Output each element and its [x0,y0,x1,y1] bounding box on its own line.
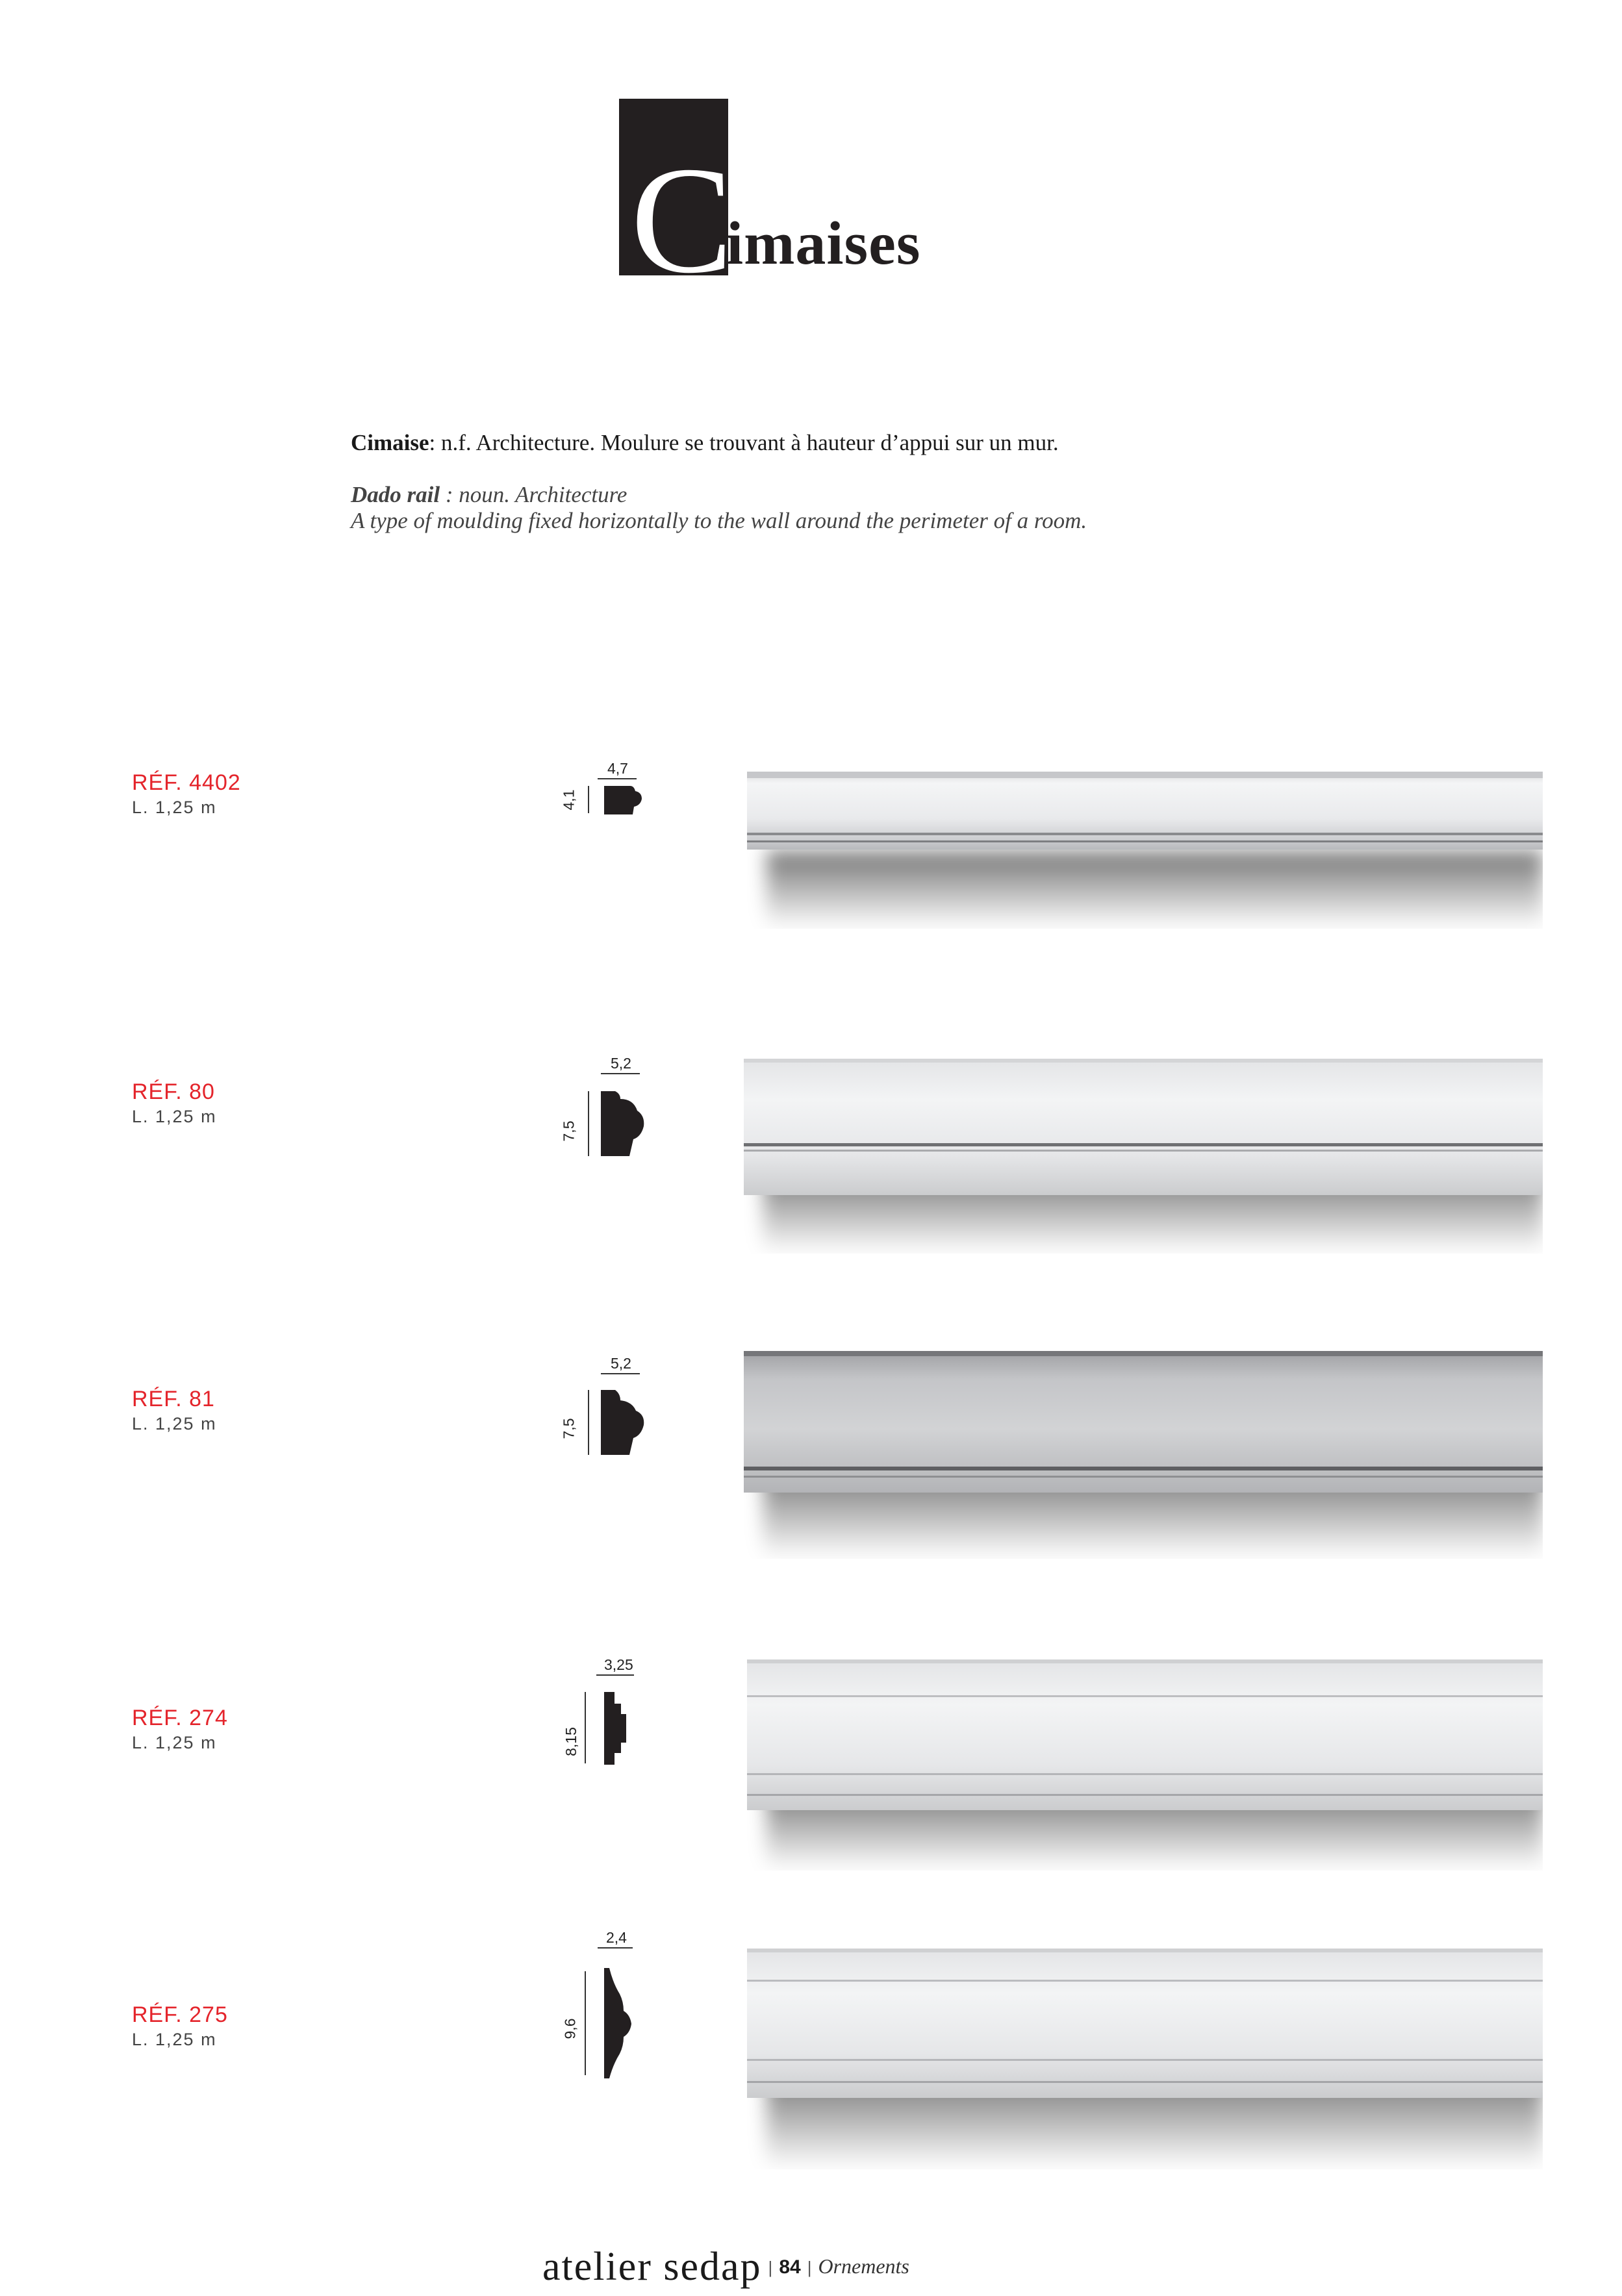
brand-name: atelier sedap [542,2245,762,2289]
moulding-photo [747,1929,1543,2169]
profile-height-label: 8,15 [562,1727,579,1756]
moulding-photo [747,760,1543,929]
footer-separator: | [807,2258,812,2277]
profile-height-line [585,1692,586,1763]
profile-height-label: 9,6 [561,2018,579,2039]
profile-height-label: 7,5 [560,1418,577,1439]
definition-en-suffix: : noun. Architecture [440,482,627,507]
profile-height-line [588,1091,589,1156]
product-length: L. 1,25 m [132,1733,217,1752]
product-row [0,1929,1622,2169]
profile-height-label: 7,5 [560,1120,577,1142]
profile-section-icon [601,1091,646,1156]
title-initial: C [631,136,733,305]
profile-width-line [601,1073,640,1074]
profile-width-label: 4,7 [607,760,628,777]
product-ref: RÉF. 81 [132,1387,215,1411]
definition-fr-term: Cimaise [351,430,429,455]
definition-en-term: Dado rail [351,482,440,507]
profile-section-icon [604,1692,637,1765]
moulding-photo [744,1351,1543,1559]
product-ref: RÉF. 275 [132,2002,228,2027]
product-row [0,1351,1622,1559]
product-ref: RÉF. 4402 [132,770,241,795]
definition-fr [351,429,1325,457]
product-length: L. 1,25 m [132,1414,217,1433]
product-ref: RÉF. 274 [132,1706,228,1730]
product-row [0,1656,1622,1871]
profile-height-label: 4,1 [560,789,577,811]
page-number: 84 [779,2256,801,2278]
profile-width-label: 5,2 [611,1055,631,1072]
profile-width-label: 5,2 [611,1355,631,1372]
profile-section-icon [601,1390,646,1455]
product-length: L. 1,25 m [132,2030,217,2049]
definitions [351,429,1325,534]
footer-separator: | [768,2258,773,2277]
profile-width-line [598,1947,633,1949]
profile-height-line [585,1971,586,2075]
product-length: L. 1,25 m [132,1107,217,1126]
moulding-photo [744,1052,1543,1254]
product-row [0,1052,1622,1254]
definition-fr-text: : n.f. Architecture. Moulure se trouvant à hauteur d’appui sur un mur. [429,430,1059,455]
profile-width-line [601,1373,640,1374]
product-row [0,760,1622,929]
profile-height-line [588,786,589,813]
profile-height-line [588,1390,589,1455]
profile-width-line [598,778,637,779]
title-text: imaises [726,210,921,277]
product-length: L. 1,25 m [132,798,217,817]
profile-section-icon [604,786,643,814]
profile-width-label: 3,25 [604,1656,633,1673]
profile-width-line [596,1674,634,1676]
moulding-photo [747,1656,1543,1871]
profile-width-label: 2,4 [606,1929,627,1946]
page-title [619,99,1022,305]
profile-section-icon [604,1968,637,2078]
page-footer [542,2244,909,2296]
definition-en [351,482,1325,534]
definition-en-text: A type of moulding fixed horizontally to the wall around the perimeter of a room. [351,508,1087,533]
section-name: Ornements [818,2254,909,2278]
product-ref: RÉF. 80 [132,1079,215,1104]
